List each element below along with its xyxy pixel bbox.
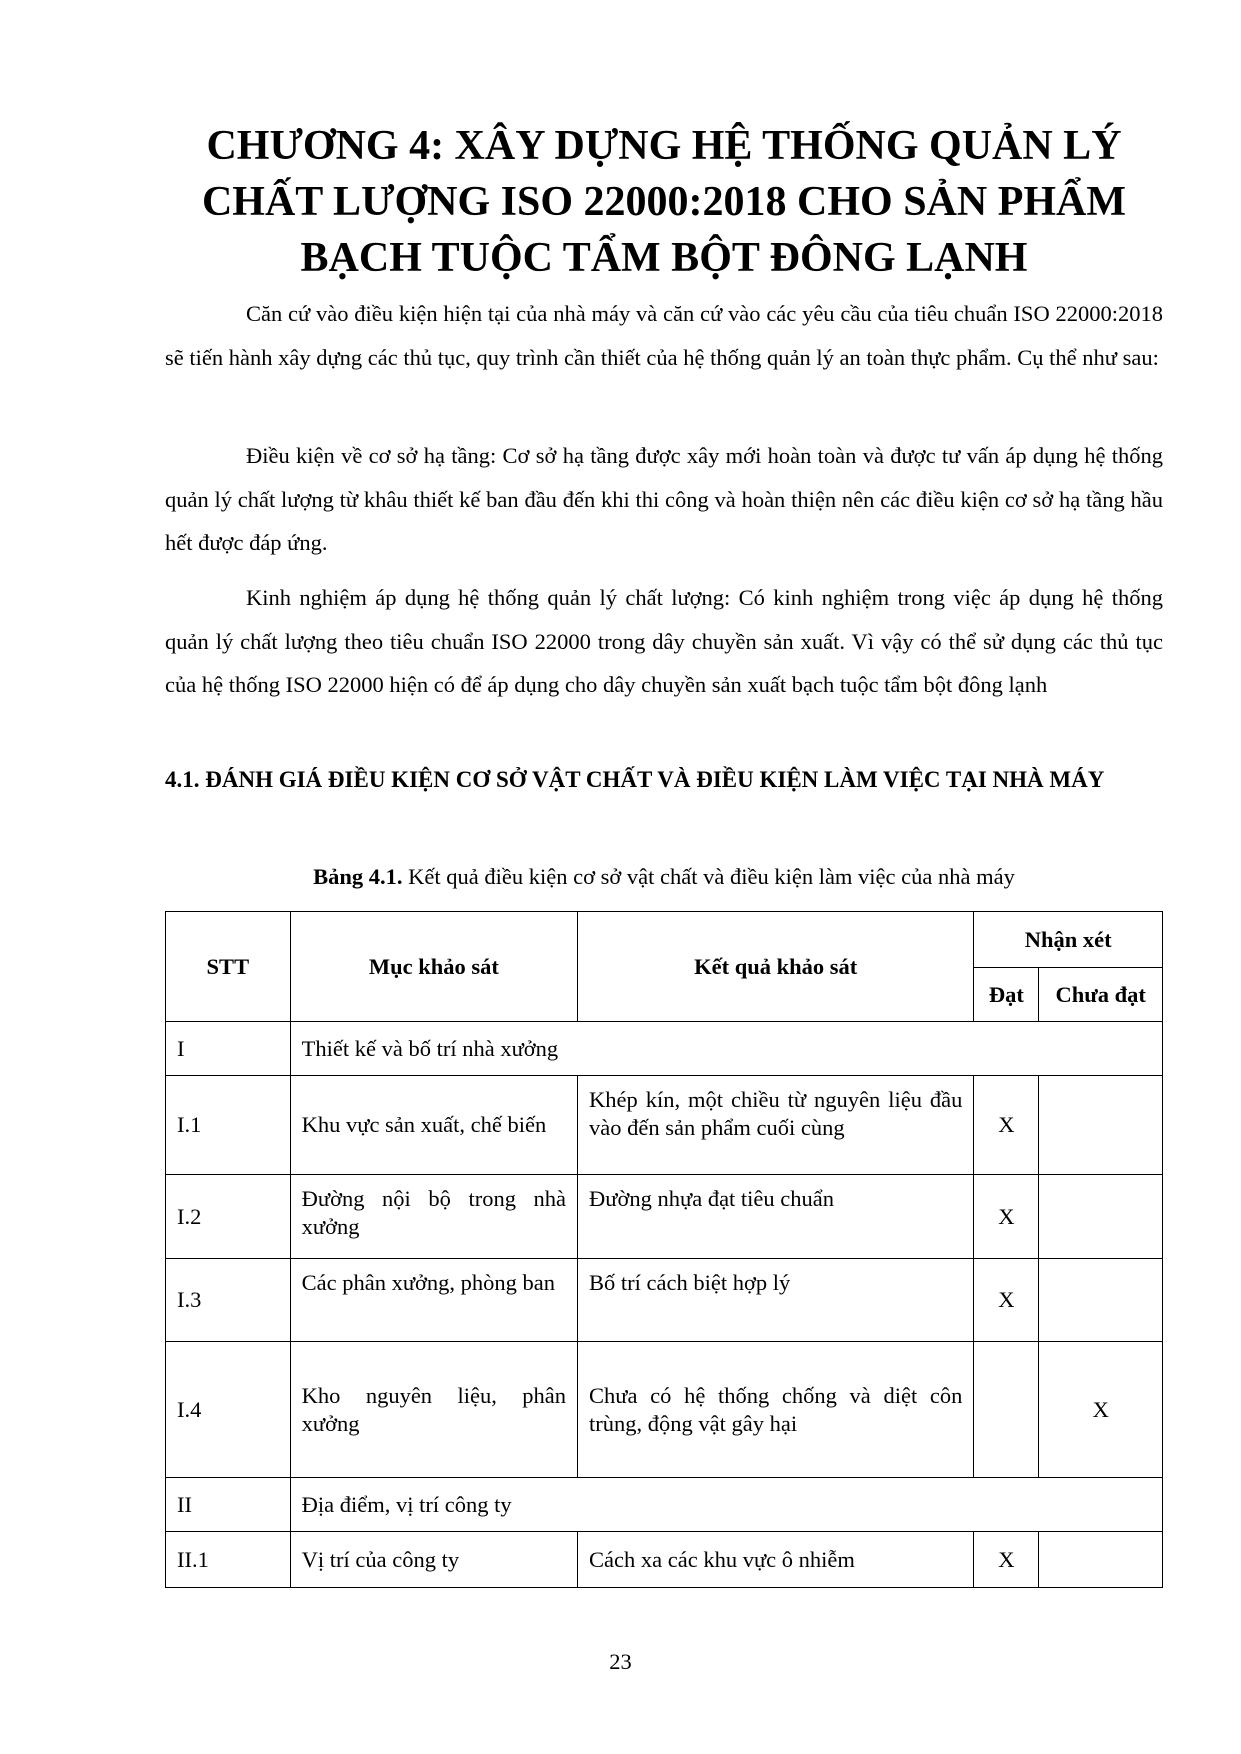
chapter-title-line-3: BẠCH TUỘC TẨM BỘT ĐÔNG LẠNH <box>300 235 1028 281</box>
table-header-row <box>166 912 1163 968</box>
experience-paragraph: Kinh nghiệm áp dụng hệ thống quản lý chất lượng: Có kinh nghiệm trong việc áp dụng hệ thống quản lý chất lượng theo tiêu chuẩn ISO 22000 trong dây chuyền sản xuất. Vì vậy có thể sử dụng các thủ tục của hệ thống ISO 22000 hiện có để áp dụng cho dây chuyền sản xuất bạch tuộc tẩm bột đông lạnh <box>165 585 1163 697</box>
table-caption <box>165 862 1163 892</box>
cell-dat: X <box>974 1259 1039 1342</box>
cell-ket-qua: Đường nhựa đạt tiêu chuẩn <box>578 1175 974 1259</box>
cell-dat <box>974 1342 1039 1478</box>
cell-stt: I.3 <box>166 1259 291 1342</box>
cell-stt: I <box>166 1022 291 1076</box>
cell-section-title: Thiết kế và bố trí nhà xưởng <box>290 1022 1162 1076</box>
table-row <box>166 1259 1163 1342</box>
cell-ket-qua: Chưa có hệ thống chống và diệt côn trùng, động vật gây hại <box>578 1342 974 1478</box>
cell-muc: Các phân xưởng, phòng ban <box>290 1259 577 1342</box>
chapter-title-line-1: CHƯƠNG 4: XÂY DỰNG HỆ THỐNG QUẢN LÝ <box>206 123 1122 169</box>
header-dat: Đạt <box>974 968 1039 1022</box>
cell-section-title: Địa điểm, vị trí công ty <box>290 1478 1162 1532</box>
cell-chua-dat <box>1039 1175 1163 1259</box>
cell-dat: X <box>974 1532 1039 1588</box>
cell-chua-dat <box>1039 1532 1163 1588</box>
header-chua-dat: Chưa đạt <box>1039 968 1163 1022</box>
cell-muc: Đường nội bộ trong nhà xưởng <box>290 1175 577 1259</box>
table-row <box>166 1342 1163 1478</box>
cell-stt: I.1 <box>166 1076 291 1175</box>
table-row <box>166 1532 1163 1588</box>
cell-stt: II <box>166 1478 291 1532</box>
cell-ket-qua: Khép kín, một chiều từ nguyên liệu đầu vào đến sản phẩm cuối cùng <box>578 1076 974 1175</box>
section-heading: 4.1. ĐÁNH GIÁ ĐIỀU KIỆN CƠ SỞ VẬT CHẤT VÀ ĐIỀU KIỆN LÀM VIỆC TẠI NHÀ MÁY <box>165 767 1105 792</box>
cell-ket-qua: Cách xa các khu vực ô nhiễm <box>578 1532 974 1588</box>
table-row <box>166 1175 1163 1259</box>
table-row-section <box>166 1478 1163 1532</box>
table-caption-text: Kết quả điều kiện cơ sở vật chất và điều kiện làm việc của nhà máy <box>402 864 1015 889</box>
intro-paragraph: Căn cứ vào điều kiện hiện tại của nhà máy và căn cứ vào các yêu cầu của tiêu chuẩn ISO 22000:2018 sẽ tiến hành xây dựng các thủ tục, quy trình cần thiết của hệ thống quản lý an toàn thực phẩm. Cụ thể như sau: <box>165 301 1163 370</box>
table-row <box>166 1076 1163 1175</box>
cell-stt: II.1 <box>166 1532 291 1588</box>
header-ket-qua-khao-sat: Kết quả khảo sát <box>578 912 974 1022</box>
cell-dat: X <box>974 1076 1039 1175</box>
table-caption-label: Bảng 4.1. <box>313 864 403 889</box>
header-muc-khao-sat: Mục khảo sát <box>290 912 577 1022</box>
header-stt: STT <box>166 912 291 1022</box>
cell-stt: I.4 <box>166 1342 291 1478</box>
cell-dat: X <box>974 1175 1039 1259</box>
cell-chua-dat: X <box>1039 1342 1163 1478</box>
cell-ket-qua: Bố trí cách biệt hợp lý <box>578 1259 974 1342</box>
page-number: 23 <box>609 1649 632 1674</box>
cell-stt: I.2 <box>166 1175 291 1259</box>
cell-chua-dat <box>1039 1259 1163 1342</box>
cell-chua-dat <box>1039 1076 1163 1175</box>
infrastructure-paragraph: Điều kiện về cơ sở hạ tầng: Cơ sở hạ tầng được xây mới hoàn toàn và được tư vấn áp dụng hệ thống quản lý chất lượng từ khâu thiết kế ban đầu đến khi thi công và hoàn thiện nên các điều kiện cơ sở hạ tầng hầu hết được đáp ứng. <box>165 443 1163 555</box>
table-row-section <box>166 1022 1163 1076</box>
cell-muc: Khu vực sản xuất, chế biến <box>290 1076 577 1175</box>
chapter-title <box>165 118 1163 286</box>
cell-muc: Vị trí của công ty <box>290 1532 577 1588</box>
chapter-title-line-2: CHẤT LƯỢNG ISO 22000:2018 CHO SẢN PHẨM <box>201 179 1127 225</box>
survey-table <box>165 911 1163 1588</box>
header-nhan-xet: Nhận xét <box>974 912 1163 968</box>
cell-muc: Kho nguyên liệu, phân xưởng <box>290 1342 577 1478</box>
